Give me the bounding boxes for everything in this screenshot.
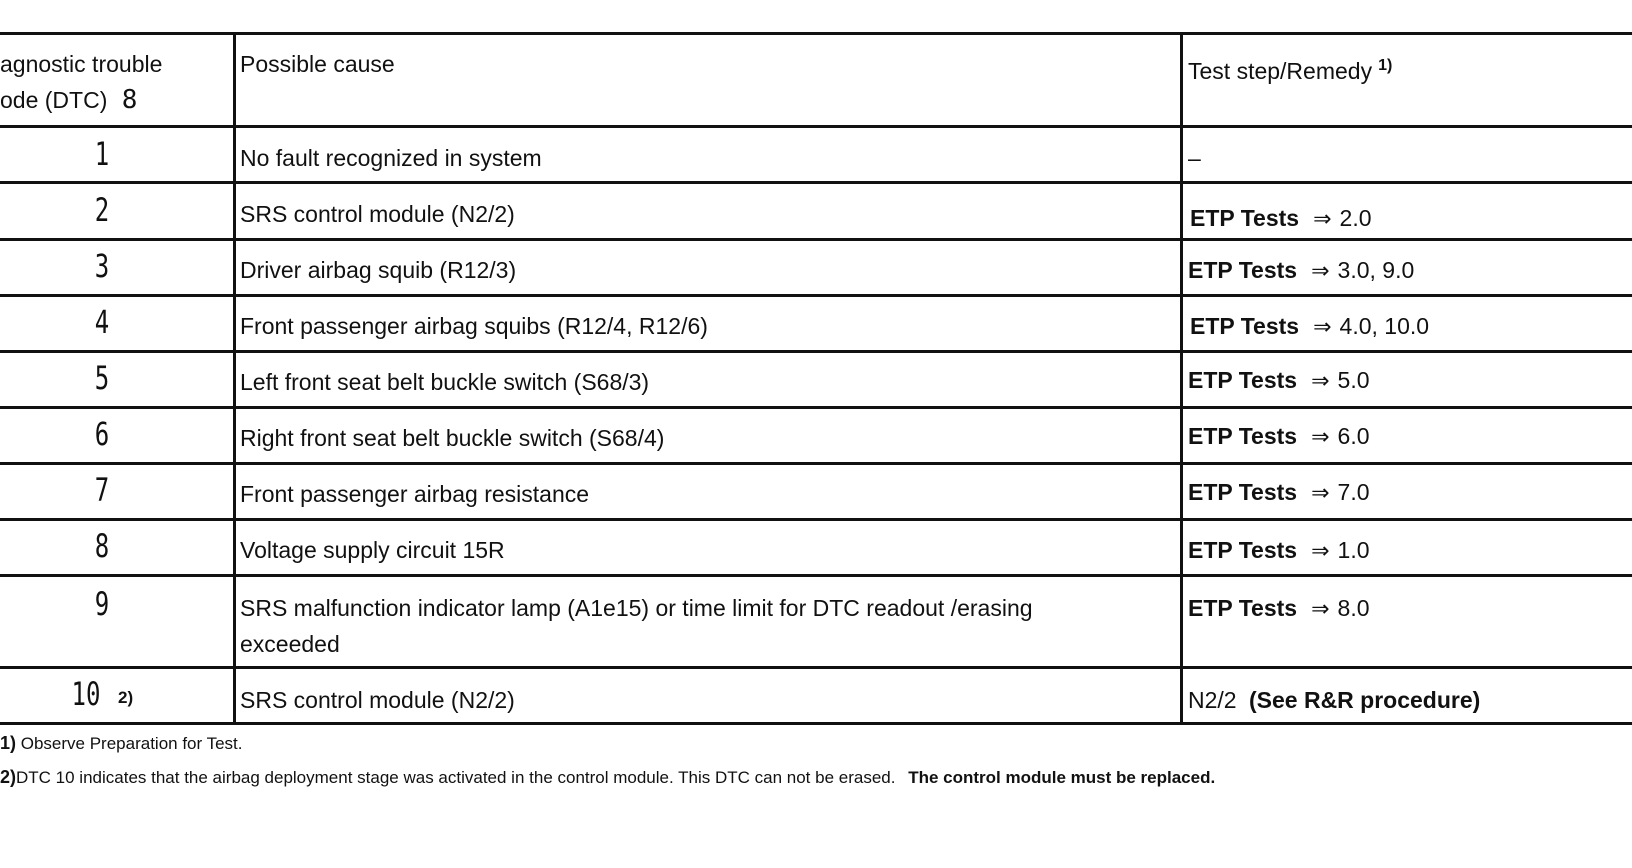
remedy-value: 8.0 [1337, 595, 1370, 621]
remedy-value: 5.0 [1337, 367, 1370, 393]
row-rule [0, 462, 1632, 465]
remedy-prefix: N2/2 [1188, 687, 1237, 713]
footnote-2-text: DTC 10 indicates that the airbag deployment stage was activated in the control module. This DTC can not be erased. [16, 768, 896, 787]
footnote-2 [0, 766, 1215, 789]
remedy-cell [1188, 252, 1414, 290]
cause-cell: Left front seat belt buckle switch (S68/3) [240, 369, 650, 395]
arrow-icon: ⇒ [1311, 539, 1330, 564]
dtc-code: 8 [94, 527, 110, 565]
arrow-icon: ⇒ [1311, 369, 1330, 394]
remedy-cell [1188, 474, 1370, 512]
dtc-code: 4 [94, 303, 110, 341]
remedy-label: ETP Tests [1188, 367, 1298, 393]
cause-cell: Front passenger airbag squibs (R12/4, R12/6) [240, 313, 708, 339]
row-rule [0, 238, 1632, 241]
remedy-cell [1190, 308, 1429, 346]
header-cause: Possible cause [240, 51, 395, 77]
header-bottom-rule [0, 125, 1632, 128]
arrow-icon: ⇒ [1311, 481, 1330, 506]
dtc-code-footnote-ref: 2) [118, 688, 134, 707]
dtc-code: 3 [94, 247, 110, 285]
dtc-code: 2 [94, 191, 110, 229]
table-top-rule [0, 32, 1632, 35]
cause-cell: Driver airbag squib (R12/3) [240, 257, 517, 283]
dtc-code: 9 [94, 585, 110, 623]
footnote-1-marker: 1) [0, 733, 17, 753]
header-dtc-line1: agnostic trouble [0, 51, 163, 77]
arrow-icon: ⇒ [1311, 597, 1330, 622]
row-rule [0, 181, 1632, 184]
dtc-code: 6 [94, 415, 110, 453]
remedy-label: ETP Tests [1188, 257, 1298, 283]
arrow-icon: ⇒ [1311, 259, 1330, 284]
header-dtc-label: ode (DTC) [0, 87, 108, 113]
remedy-label: ETP Tests [1188, 423, 1298, 449]
header-remedy-label: Test step/Remedy [1188, 58, 1373, 84]
remedy-label: ETP Tests [1188, 595, 1298, 621]
remedy-cell [1188, 532, 1370, 570]
footnote-1 [0, 732, 243, 755]
column-divider-remedy [1180, 32, 1183, 725]
remedy-label: ETP Tests [1190, 205, 1300, 231]
footnote-1-text: Observe Preparation for Test. [20, 734, 243, 753]
header-remedy-footnote-ref: 1) [1378, 57, 1393, 74]
remedy-cell: – [1188, 145, 1201, 171]
cause-cell-line2: exceeded [240, 631, 340, 657]
remedy-label: ETP Tests [1188, 479, 1298, 505]
cause-cell: Right front seat belt buckle switch (S68/4) [240, 425, 665, 451]
column-divider-cause [233, 32, 236, 725]
remedy-paren: (See R&R procedure) [1248, 687, 1481, 713]
remedy-cell [1188, 362, 1370, 400]
table-bottom-rule [0, 722, 1632, 725]
arrow-icon: ⇒ [1313, 207, 1332, 232]
cause-cell: SRS control module (N2/2) [240, 201, 515, 227]
remedy-value: 7.0 [1337, 479, 1370, 505]
remedy-cell [1188, 682, 1480, 718]
remedy-value: 3.0, 9.0 [1337, 257, 1415, 283]
dtc-code: 5 [94, 359, 110, 397]
row-rule [0, 518, 1632, 521]
row-rule [0, 406, 1632, 409]
row-rule [0, 294, 1632, 297]
row-rule [0, 666, 1632, 669]
cause-cell: No fault recognized in system [240, 145, 542, 171]
arrow-icon: ⇒ [1313, 315, 1332, 340]
dtc-code: 1 [94, 135, 110, 173]
remedy-cell [1190, 200, 1372, 238]
remedy-label: ETP Tests [1188, 537, 1298, 563]
remedy-cell [1188, 590, 1370, 628]
remedy-value: 1.0 [1337, 537, 1370, 563]
footnote-2-marker: 2) [0, 767, 17, 787]
footnote-2-bold-text: The control module must be replaced. [908, 768, 1216, 787]
dtc-code: 10 [71, 675, 101, 713]
row-rule [0, 350, 1632, 353]
arrow-icon: ⇒ [1311, 425, 1330, 450]
remedy-label: ETP Tests [1190, 313, 1300, 339]
header-remedy [1188, 48, 1392, 89]
cause-cell: Voltage supply circuit 15R [240, 537, 505, 563]
cause-cell-line1: SRS malfunction indicator lamp (A1e15) or time limit for DTC readout /erasing [240, 595, 1033, 621]
header-dtc-glyph: 8 [121, 85, 138, 115]
header-dtc-line2 [0, 82, 137, 118]
dtc-code: 7 [94, 471, 110, 509]
remedy-cell [1188, 418, 1370, 456]
row-rule [0, 574, 1632, 577]
remedy-value: 4.0, 10.0 [1339, 313, 1430, 339]
cause-cell: Front passenger airbag resistance [240, 481, 590, 507]
remedy-value: 2.0 [1339, 205, 1372, 231]
cause-cell: SRS control module (N2/2) [240, 687, 515, 713]
remedy-value: 6.0 [1337, 423, 1370, 449]
